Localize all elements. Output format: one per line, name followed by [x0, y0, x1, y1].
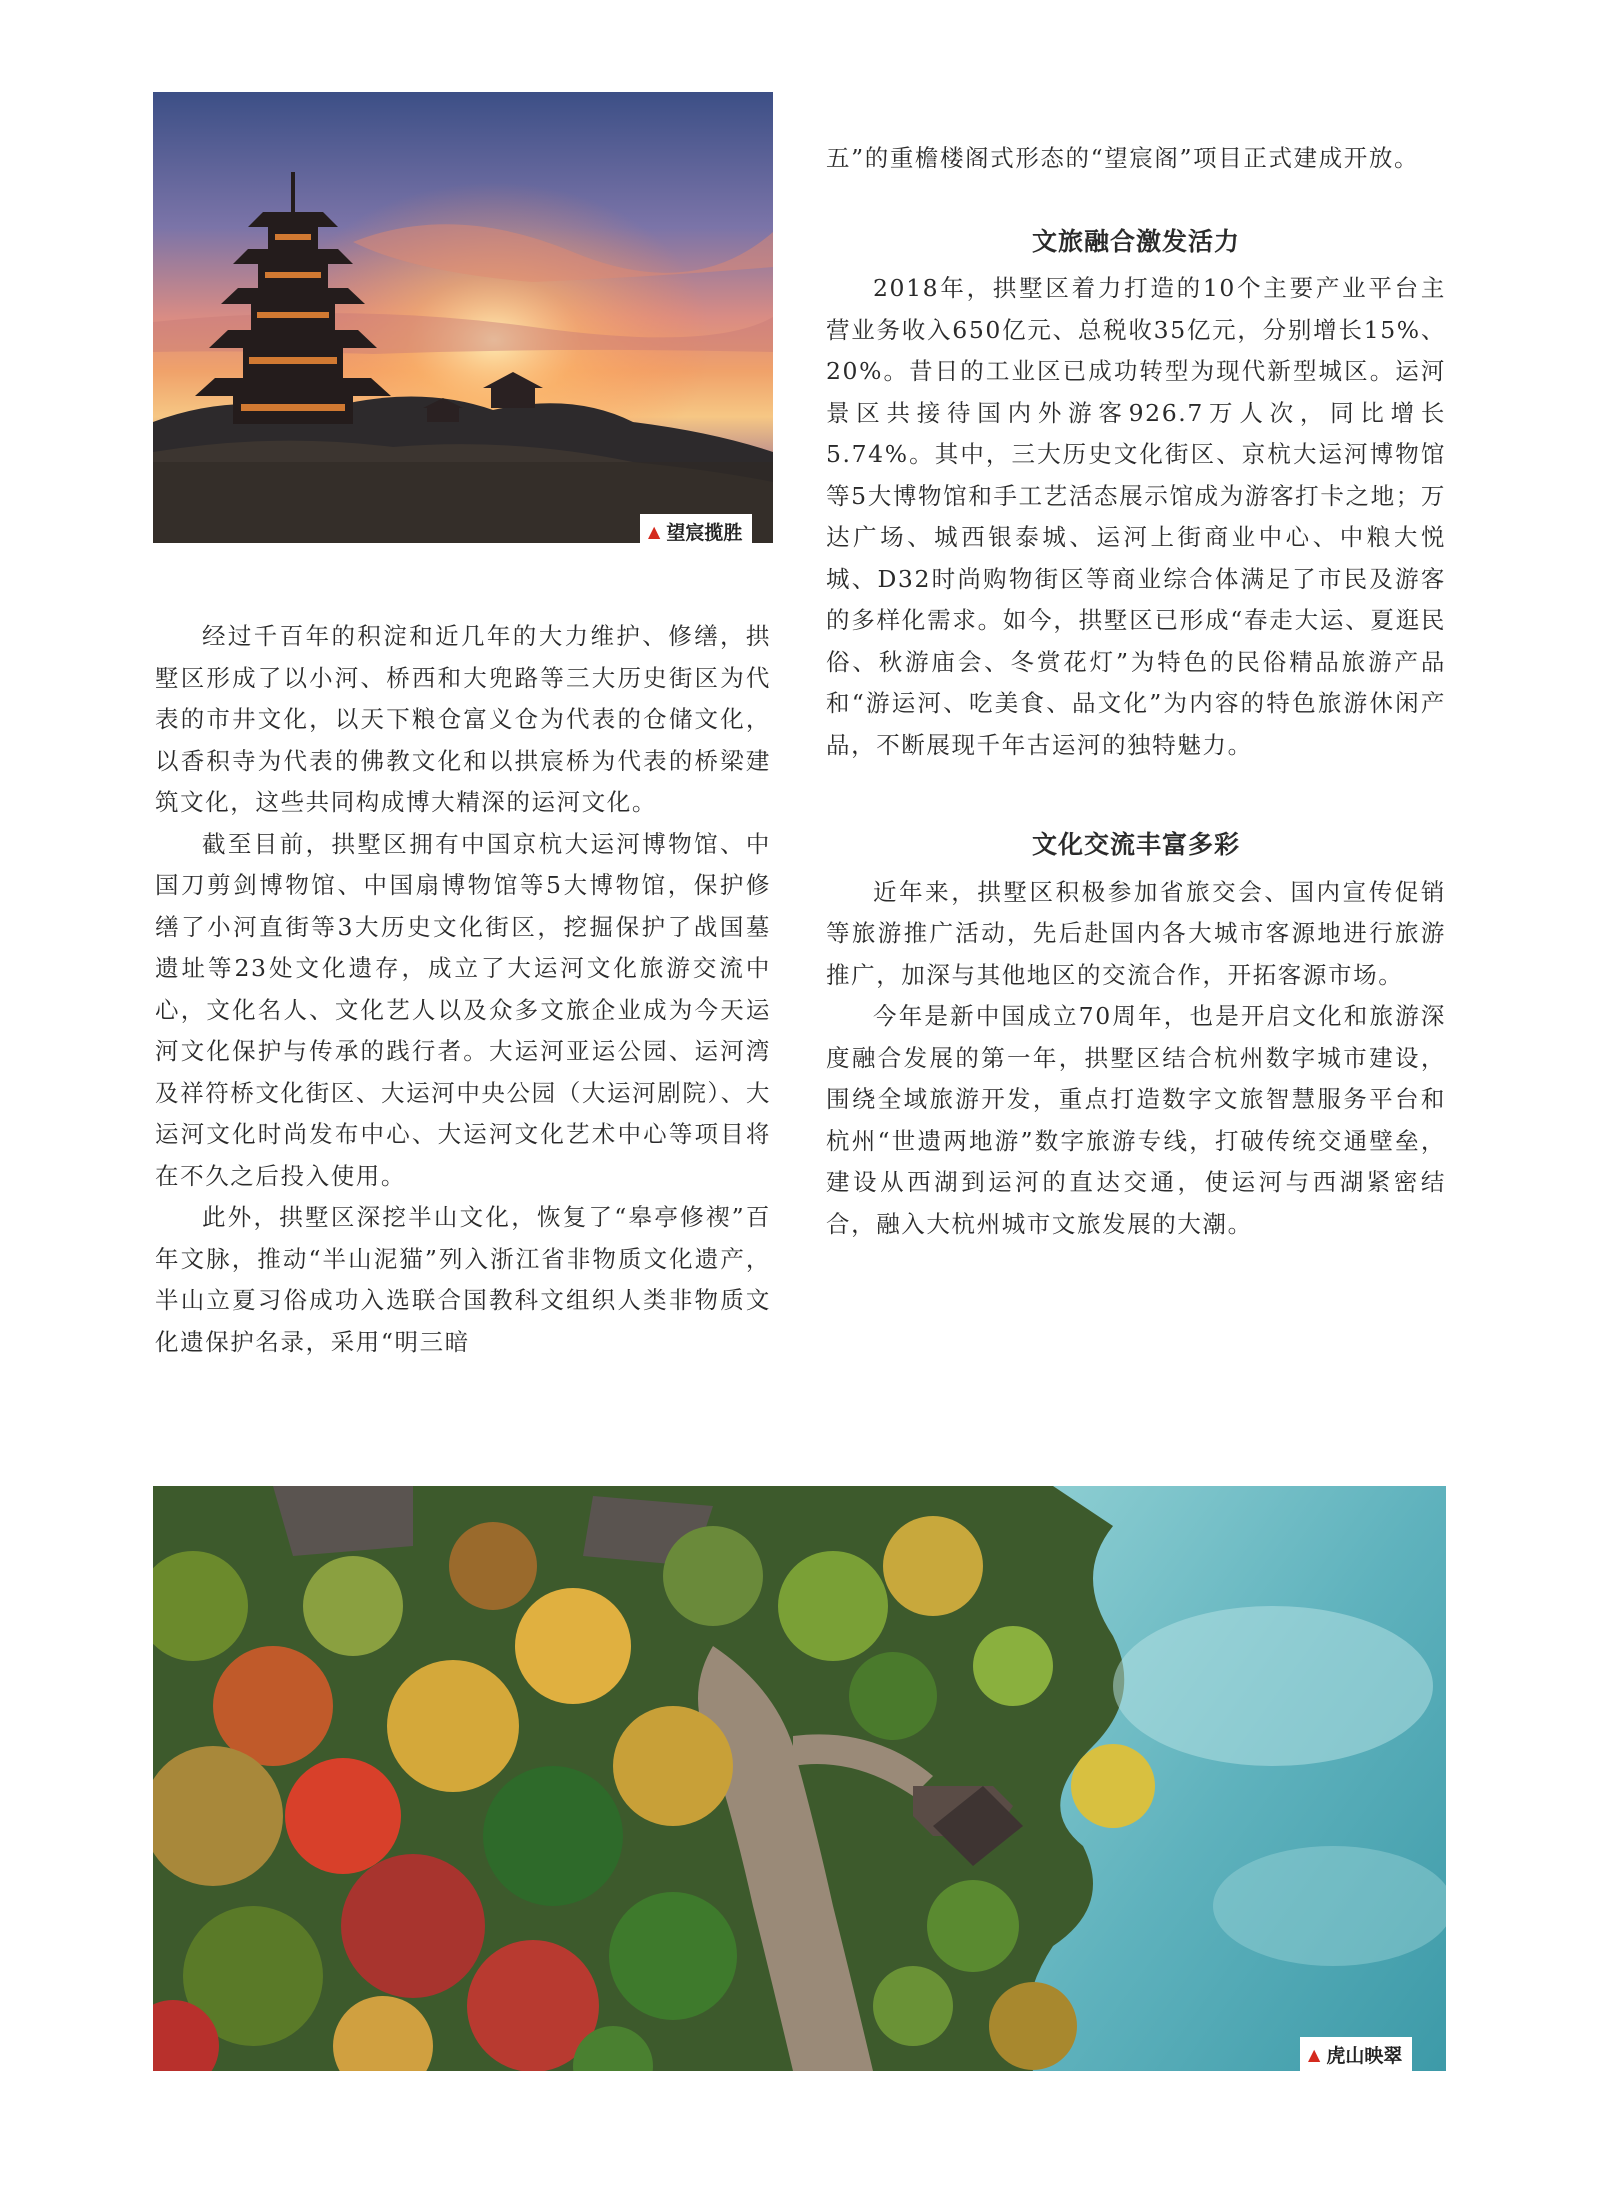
left-paragraph-1: 经过千百年的积淀和近几年的大力维护、修缮，拱墅区形成了以小河、桥西和大兜路等三大历史街区为代表的市井文化，以天下粮仓富义仓为代表的仓储文化，以香积寺为代表的佛教文化和以拱宸桥为代表的桥梁建筑文化，这些共同构成博大精深的运河文化。: [155, 622, 771, 816]
left-paragraph-3: 此外，拱墅区深挖半山文化，恢复了“皋亭修禊”百年文脉，推动“半山泥猫”列入浙江省非物质文化遗产，半山立夏习俗成功入选联合国教科文组织人类非物质文化遗保护名录，采用“明三暗: [155, 1203, 771, 1356]
section-heading-1: 文旅融合激发活力: [1031, 226, 1240, 256]
section-heading-2: 文化交流丰富多彩: [1031, 830, 1240, 859]
triangle-icon: ▲: [1308, 2044, 1321, 2064]
left-paragraph-2: 截至目前，拱墅区拥有中国京杭大运河博物馆、中国刀剪剑博物馆、中国扇博物馆等5大博物馆，保护修缮了小河直街等3大历史文化街区，挖掘保护了战国墓遗址等23处文化遗存，成立了大运河文化旅游交流中心，文化名人、文化艺人以及众多文旅企业成为今天运河文化保护与传承的践行者。大运河亚运公园、运河湾及祥符桥文化街区、大运河中央公园（大运河剧院）、大运河文化时尚发布中心、大运河文化艺术中心等项目将在不久之后投入使用。: [155, 829, 771, 1190]
bottom-photo-caption: [1300, 2037, 1412, 2071]
right-column: [826, 138, 1446, 1245]
right-paragraph-3: 今年是新中国成立70周年，也是开启文化和旅游深度融合发展的第一年，拱墅区结合杭州数字城市建设，围绕全域旅游开发，重点打造数字文旅智慧服务平台和杭州“世遗两地游”数字旅游专线，打破传统交通壁垒，建设从西湖到运河的直达交通，使运河与西湖紧密结合，融入大杭州城市文旅发展的大潮。: [826, 1002, 1446, 1238]
right-paragraph-1: 2018年，拱墅区着力打造的10个主要产业平台主营业务收入650亿元、总税收35亿元，分别增长15%、20%。昔日的工业区已成功转型为现代新型城区。运河景区共接待国内外游客926.7万人次，同比增长5.74%。其中，三大历史文化街区、京杭大运河博物馆等5大博物馆和手工艺活态展示馆成为游客打卡之地；万达广场、城西银泰城、运河上街商业中心、中粮大悦城、D32时尚购物街区等商业综合体满足了市民及游客的多样化需求。如今，拱墅区已形成“春走大运、夏逛民俗、秋游庙会、冬赏花灯”为特色的民俗精品旅游产品和“游运河、吃美食、品文化”为内容的特色旅游休闲产品，不断展现千年古运河的独特魅力。: [826, 274, 1446, 759]
bottom-photo-caption-text: 虎山映翠: [1326, 2044, 1403, 2067]
triangle-icon: ▲: [648, 521, 661, 541]
left-column: [155, 616, 771, 1363]
aerial-garden-photo: [153, 1486, 1446, 2071]
right-paragraph-2: 近年来，拱墅区积极参加省旅交会、国内宣传促销等旅游推广活动，先后赴国内各大城市客源地进行旅游推广，加深与其他地区的交流合作，开拓客源市场。: [826, 877, 1446, 989]
right-paragraph-0: 五”的重檐楼阁式形态的“望宸阁”项目正式建成开放。: [826, 144, 1420, 172]
pagoda-sunset-photo: [153, 92, 773, 543]
top-photo-caption: [640, 514, 752, 548]
top-photo-caption-text: 望宸揽胜: [666, 521, 743, 544]
